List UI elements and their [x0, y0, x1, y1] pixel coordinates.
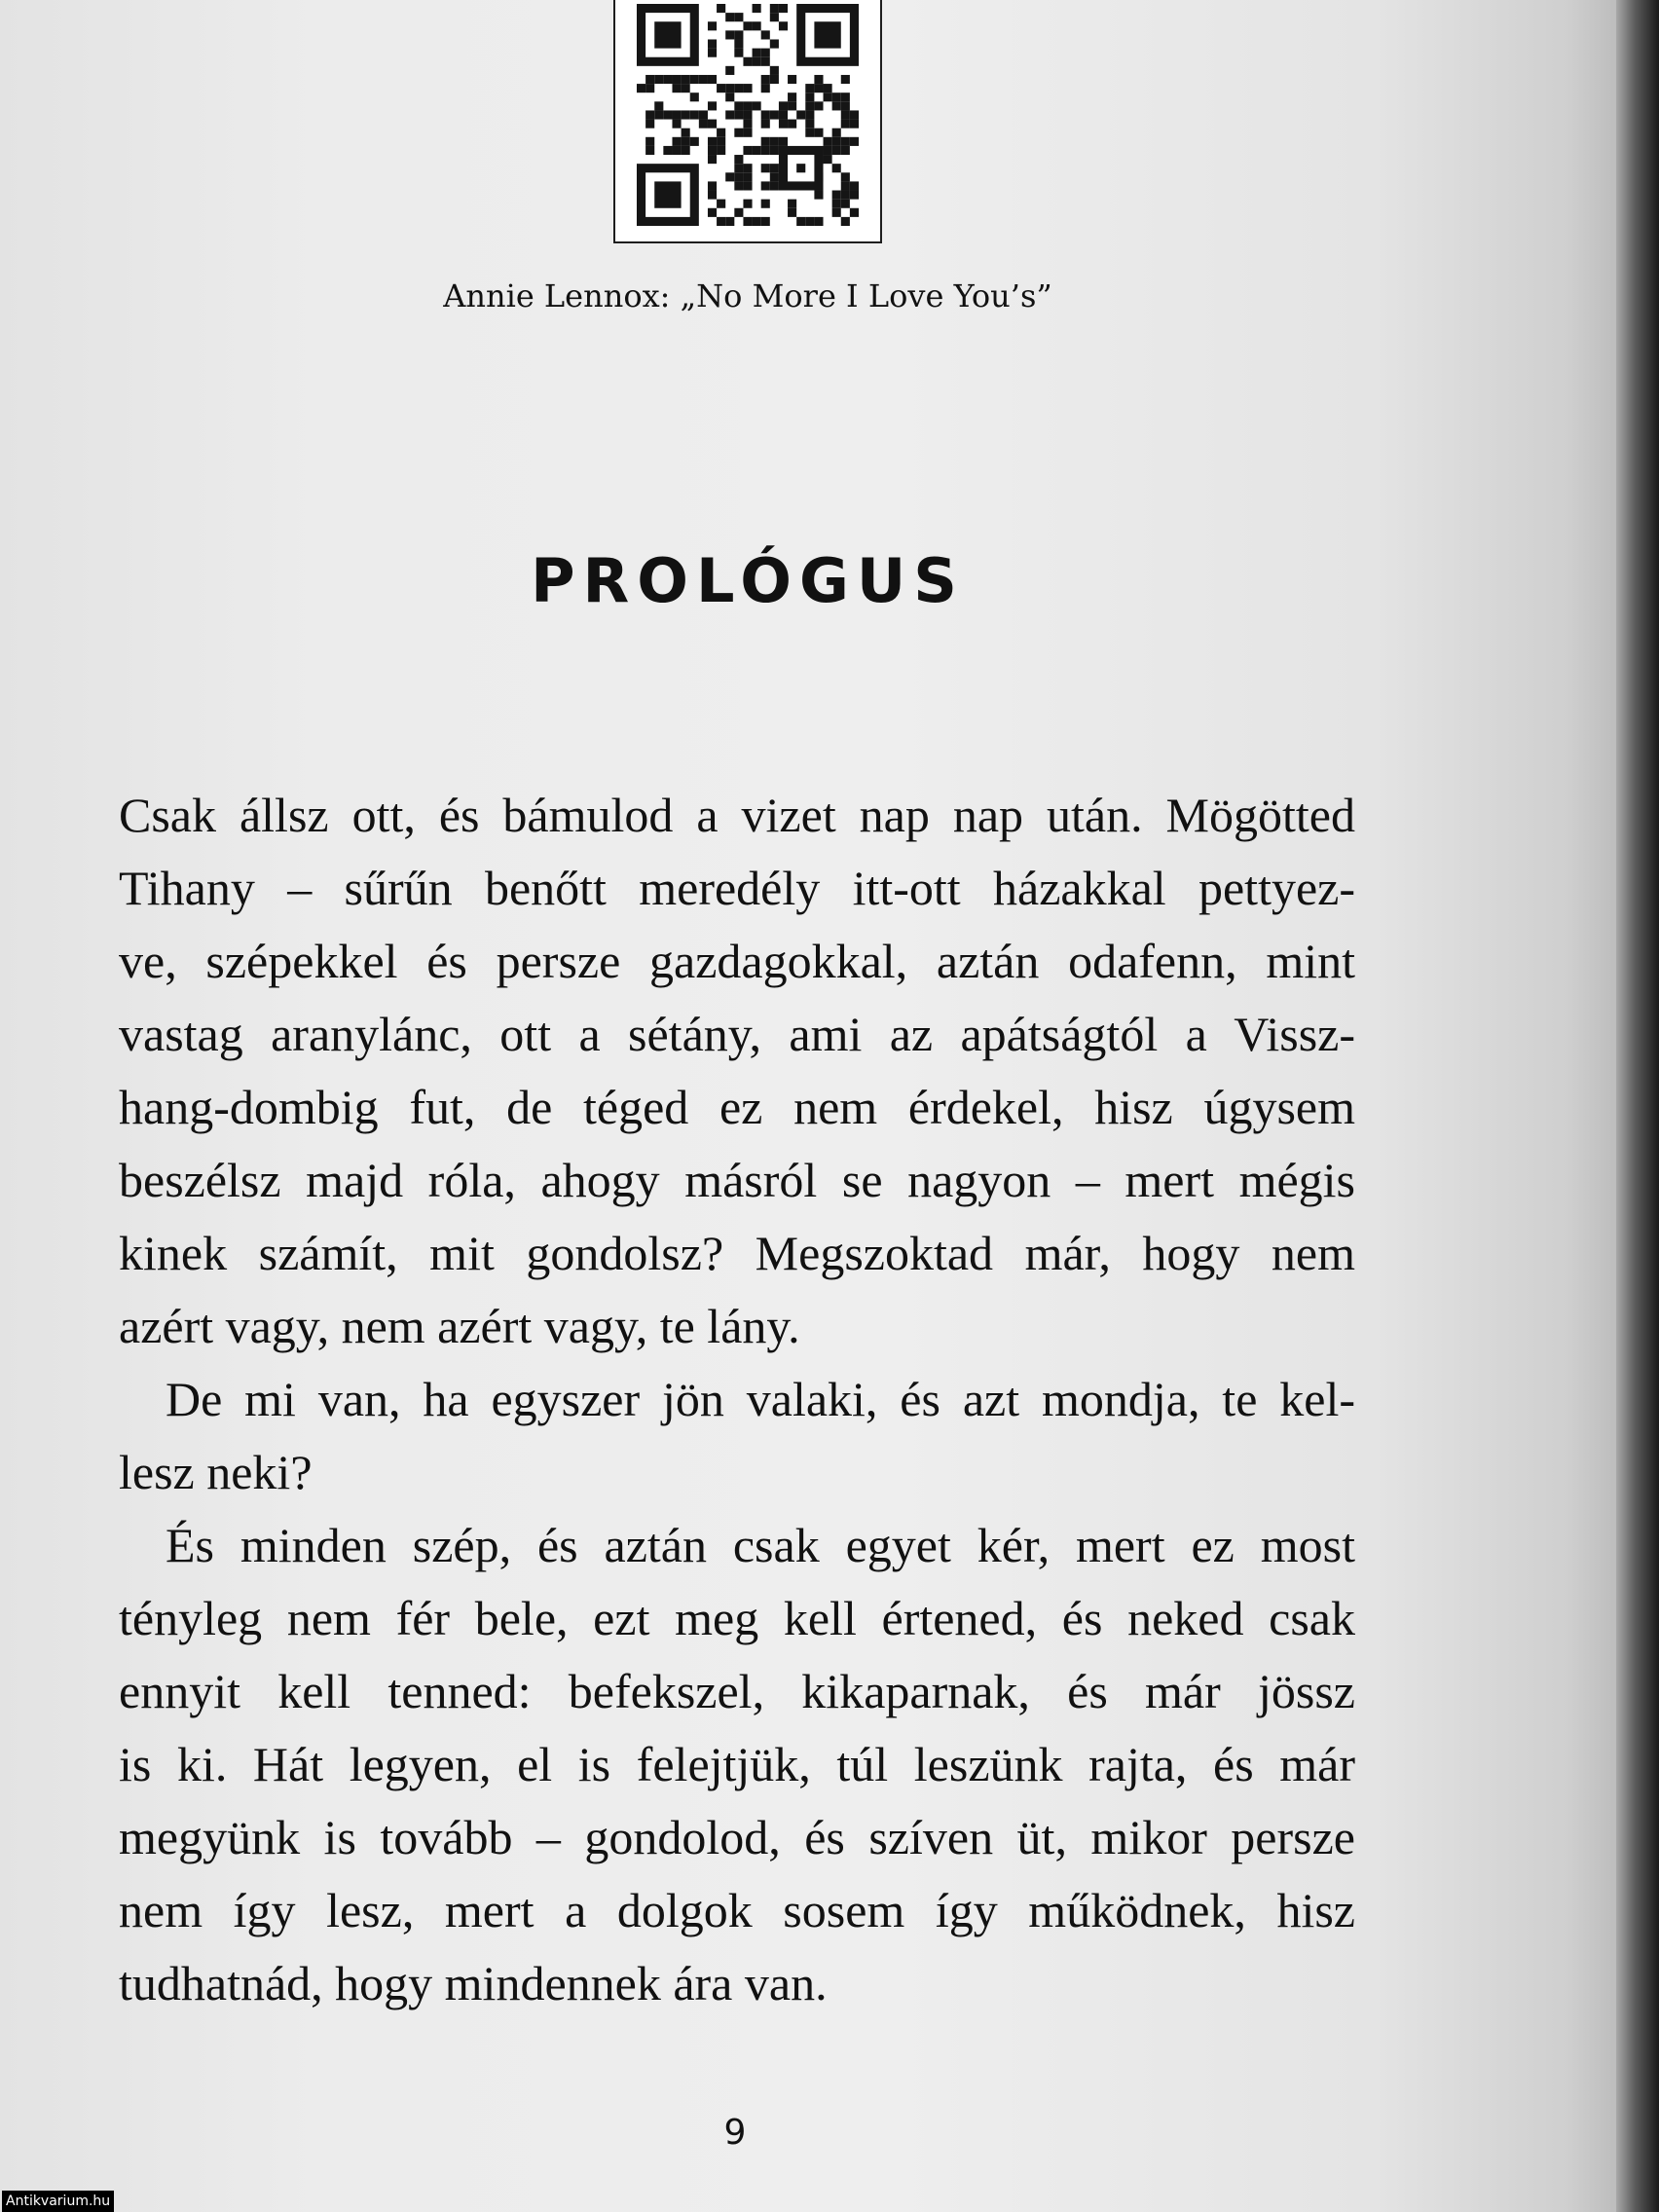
text-line: vastag aranylánc, ott a sétány, ami az apátságtól a Vissz-: [119, 1007, 1355, 1061]
text-line: ve, szépekkel és persze gazdagokkal, aztán odafenn, mint: [119, 934, 1355, 988]
paragraph: [119, 1363, 1355, 1509]
text-line: nem így lesz, mert a dolgok sosem így működnek, hisz: [119, 1883, 1355, 1937]
text-line: kinek számít, mit gondolsz? Megszoktad már, hogy nem: [119, 1226, 1355, 1280]
text-line: hang-dombig fut, de téged ez nem érdekel, hisz úgysem: [119, 1080, 1355, 1134]
paragraph: [119, 779, 1355, 1363]
text-line: tényleg nem fér bele, ezt meg kell értened, és neked csak: [119, 1591, 1355, 1645]
page-edge: [1616, 0, 1659, 2212]
text-line: ennyit kell tenned: befekszel, kikaparnak, és már jössz: [119, 1664, 1355, 1718]
text-line: Csak állsz ott, és bámulod a vizet nap nap után. Mögötted: [119, 788, 1355, 842]
qr-code[interactable]: [613, 0, 882, 243]
paragraph: [119, 1509, 1355, 2020]
text-line: megyünk is tovább – gondolod, és szíven üt, mikor persze: [119, 1810, 1355, 1864]
chapter-title: PROLÓGUS: [531, 545, 965, 616]
qr-code-image: [637, 4, 859, 226]
watermark: Antikvarium.hu: [2, 2191, 114, 2212]
body-text: [119, 779, 1355, 2020]
page-number: 9: [723, 2113, 747, 2153]
text-line: is ki. Hát legyen, el is felejtjük, túl leszünk rajta, és már: [119, 1737, 1355, 1791]
text-line: Tihany – sűrűn benőtt meredély itt-ott házakkal pettyez-: [119, 861, 1355, 915]
text-line: tudhatnád, hogy mindennek ára van.: [119, 1956, 828, 2010]
text-line: lesz neki?: [119, 1445, 313, 1499]
qr-caption: Annie Lennox: „No More I Love You’s”: [443, 277, 1052, 314]
text-line: És minden szép, és aztán csak egyet kér, mert ez most: [166, 1518, 1355, 1572]
text-line: beszélsz majd róla, ahogy másról se nagyon – mert mégis: [119, 1153, 1355, 1207]
text-line: azért vagy, nem azért vagy, te lány.: [119, 1299, 800, 1353]
text-line: De mi van, ha egyszer jön valaki, és azt mondja, te kel-: [166, 1372, 1355, 1426]
